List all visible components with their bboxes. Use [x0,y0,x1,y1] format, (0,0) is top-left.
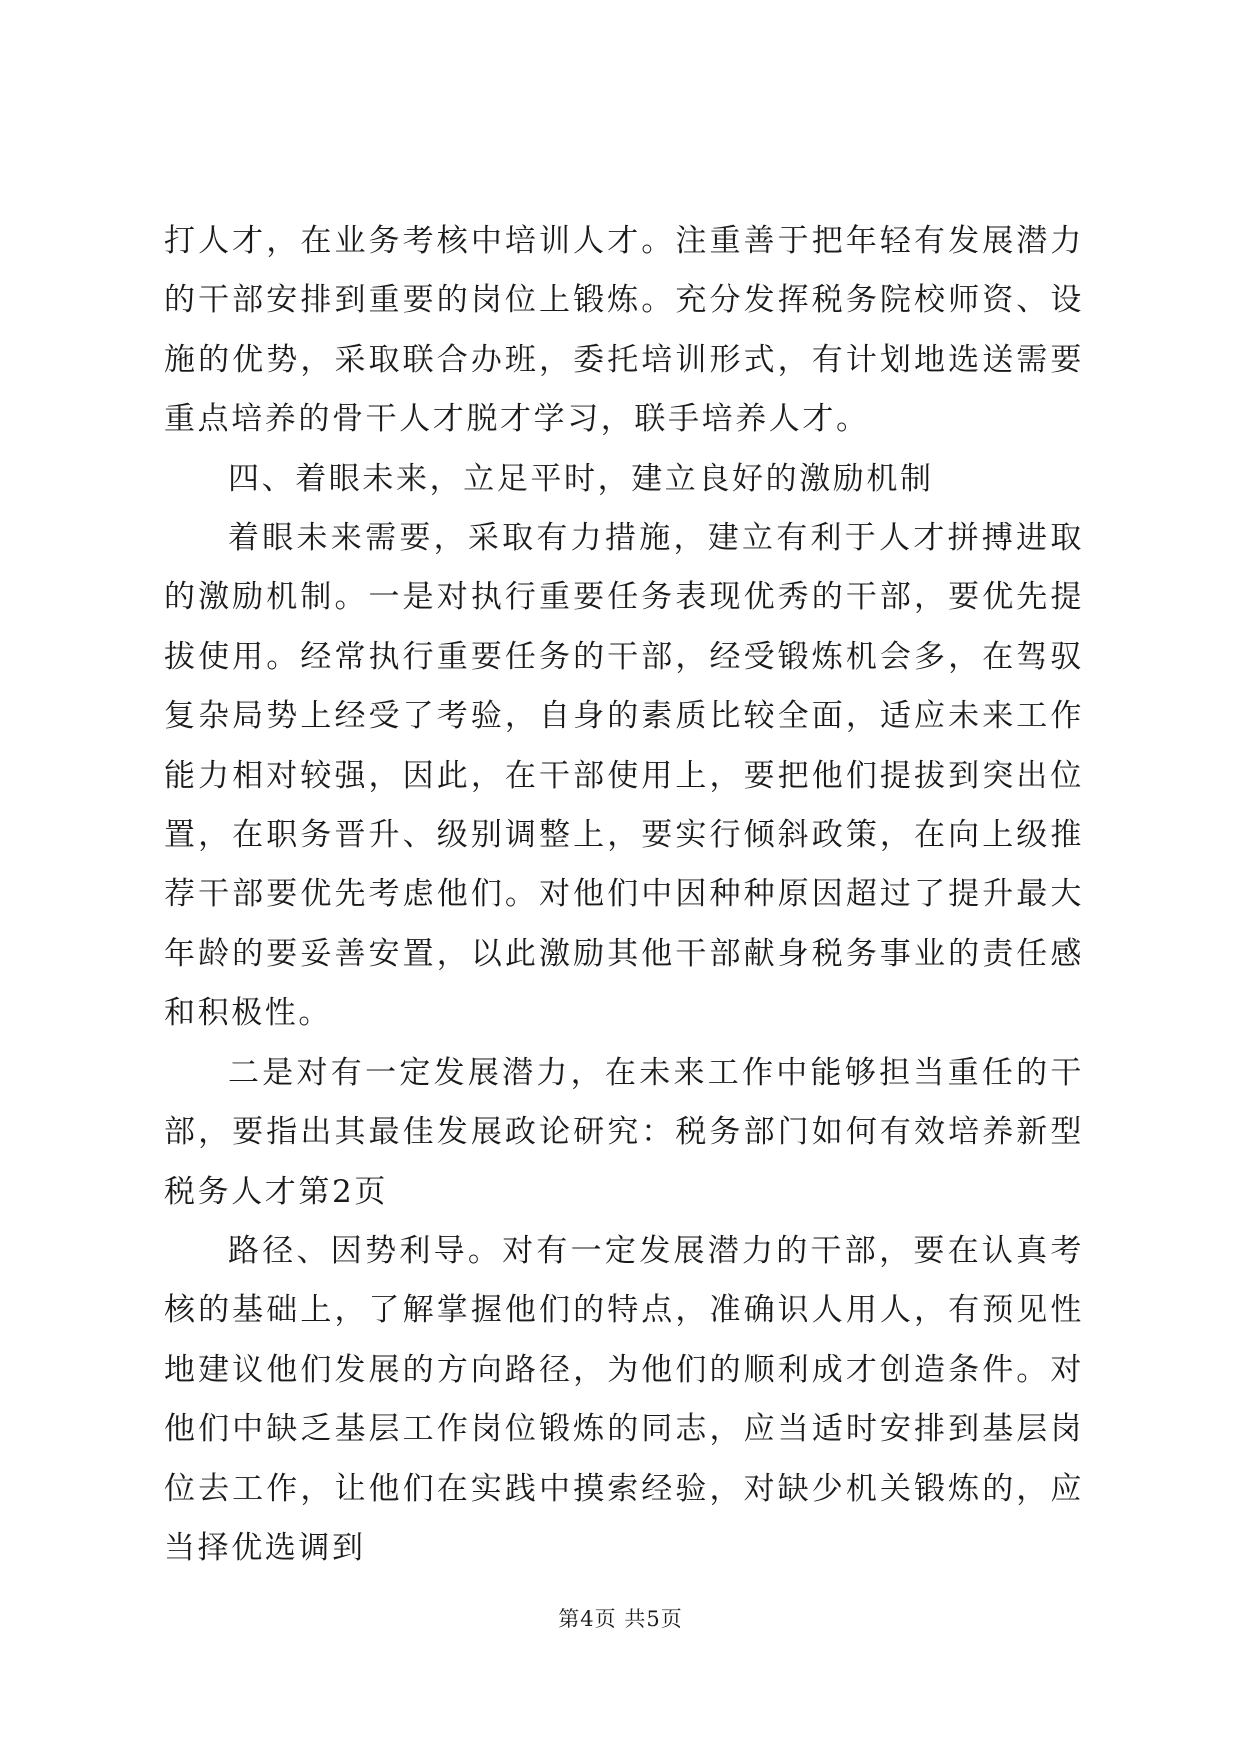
paragraph-development-potential: 二是对有一定发展潜力，在未来工作中能够担当重任的干部，要指出其最佳发展政论研究：税务部门如何有效培养新型税务人才第2页 [164,1054,1084,1210]
document-body [164,212,1084,1578]
page-footer: 第4页 共5页 [558,1607,683,1631]
paragraph-continued: 打人才，在业务考核中培训人才。注重善于把年轻有发展潜力的干部安排到重要的岗位上锻炼。充分发挥税务院校师资、设施的优势，采取联合办班，委托培训形式，有计划地选送需要重点培养的骨干人才脱才学习，联手培养人才。 [164,223,1084,438]
paragraph-incentive-mechanism: 着眼未来需要，采取有力措施，建立有利于人才拼搏进取的激励机制。一是对执行重要任务表现优秀的干部，要优先提拔使用。经常执行重要任务的干部，经受锻炼机会多，在驾驭复杂局势上经受了考验，自身的素质比较全面，适应未来工作能力相对较强，因此，在干部使用上，要把他们提拔到突出位置，在职务晋升、级别调整上，要实行倾斜政策，在向上级推荐干部要优先考虑他们。对他们中因种种原因超过了提升最大年龄的要妥善安置，以此激励其他干部献身税务事业的责任感和积极性。 [164,520,1084,1032]
paragraph-development-path: 路径、因势利导。对有一定发展潜力的干部，要在认真考核的基础上，了解掌握他们的特点，准确识人用人，有预见性地建议他们发展的方向路径，为他们的顺利成才创造条件。对他们中缺乏基层工作岗位锻炼的同志，应当适时安排到基层岗位去工作，让他们在实践中摸索经验，对缺少机关锻炼的，应当择优选调到 [164,1232,1084,1566]
section-heading: 四、着眼未来，立足平时，建立良好的激励机制 [228,460,934,497]
